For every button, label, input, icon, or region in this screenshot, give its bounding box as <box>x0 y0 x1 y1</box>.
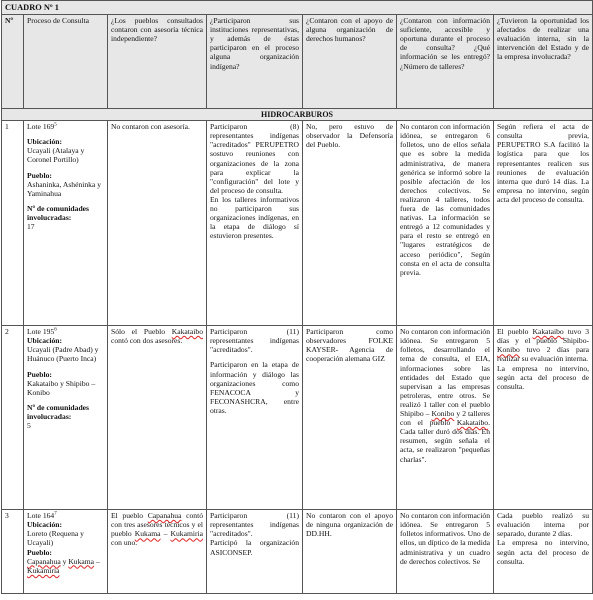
instituciones-text: Participaron (11) representantes indígenas "acreditados". <box>210 327 299 355</box>
evaluacion-text: Cada pueblo realizó su evaluación interna por separado, durante 2 días. <box>497 511 590 539</box>
asesoria-text: Kakataibo <box>171 327 203 337</box>
informacion-cell <box>397 326 494 510</box>
informacion-cell: No contaron con información idónea, se entregaron 6 folletos, uno de ellos señala que es sobre la medida administrativa, de manera genérica se informó sobre la posible afectación de los derechos colectivos. Se realizaron 4 talleres, todos fuera de las comunidades nativas. La información se entregó a 12 comunidades y para el resto se entregó en "lugares estratégicos de acceso periódico", Según consta en el acta de consulta previa. <box>397 121 494 326</box>
informacion-text: . Cada taller duró dos días. En resumen, según señala el acta, se realizaron "pequeñas charlas". <box>400 418 490 464</box>
pueblo-label: Pueblo: <box>27 170 52 180</box>
header-evaluacion: ¿Tuvieron la oportunidad los afectados de realizar una evaluación interna, sin la intervención del Estado y de la empresa involucrada? <box>494 15 593 109</box>
evaluacion-cell <box>494 510 593 594</box>
comunidades-value: 17 <box>27 222 35 232</box>
table-title: CUADRO Nº 1 <box>2 1 593 15</box>
ubicacion-label: Ubicación: <box>27 336 63 346</box>
asesoria-cell <box>108 510 207 594</box>
pueblo-value: Capanahua <box>27 556 61 566</box>
lote-name: Lote 164 <box>27 511 55 521</box>
ubicacion-value: Ucayali (Padre Abad) y Huánuco (Puerto Inca) <box>27 345 99 364</box>
apoyo-cell: Participaron como observadores FOLKE KAYSER- Agencia de cooperación alemana GIZ <box>303 326 397 510</box>
header-asesoria: ¿Los pueblos consultados contaron con asesoría técnica independiente? <box>108 15 207 109</box>
instituciones-text: Participaron (8) representantes indígenas "acreditados" PERUPETRO sostuvo reuniones con organizaciones de la zona para explicar la "configuración" del lote y del proceso de consulta. <box>210 122 299 195</box>
table-row <box>2 326 593 510</box>
comunidades-label: Nº de comunidades involucradas: <box>27 402 89 421</box>
evaluacion-text: tuvo 2 días para realizar su evaluación interna. <box>497 345 590 364</box>
asesoria-cell <box>108 326 207 510</box>
evaluacion-cell <box>494 326 593 510</box>
evaluacion-text: La empresa no intervino, según acta del proceso de consulta. <box>497 538 590 566</box>
instituciones-text: Participaron (11) representantes indígenas "acreditados". <box>210 511 299 539</box>
evaluacion-text: tuvo 3 días y el pueblo Shipibo- <box>497 327 590 346</box>
apoyo-cell: No contaron con el apoyo de ninguna organización de DD.HH. <box>303 510 397 594</box>
pueblo-value: y <box>60 556 69 566</box>
informacion-text: Kakataibo <box>456 418 489 428</box>
ubicacion-label: Ubicación: <box>27 137 63 147</box>
table-row <box>2 121 593 326</box>
instituciones-cell <box>207 326 303 510</box>
comunidades-value: 5 <box>27 421 31 431</box>
row-number: 2 <box>2 326 24 510</box>
pueblo-value: Kukama <box>68 556 95 566</box>
proceso-cell <box>24 326 108 510</box>
footnote-ref: 5 <box>54 122 57 128</box>
header-no: Nº <box>2 15 24 109</box>
asesoria-text: Capanahua <box>147 511 182 521</box>
footnote-ref: 7 <box>54 511 57 517</box>
asesoria-text: con uno. <box>111 538 138 548</box>
asesoria-text: contó con tres asesores técnicos y el pueblo <box>111 511 203 539</box>
asesoria-text: Kukamiria <box>170 529 203 539</box>
asesoria-text: contó con dos asesores. <box>111 336 183 346</box>
ubicacion-label: Ubicación: <box>27 520 63 530</box>
instituciones-text: Participó la organización ASICONSEP. <box>210 538 299 557</box>
ubicacion-value: Ucayali (Atalaya y Coronel Portillo) <box>27 146 85 165</box>
instituciones-cell <box>207 510 303 594</box>
instituciones-text: En los talleres informativos no participaron sus organizaciones indígenas, en la etapa de diálogo sí estuvieron presentes. <box>210 194 299 241</box>
pueblo-label: Pueblo: <box>27 547 52 557</box>
asesoria-text: El pueblo <box>111 511 148 521</box>
asesoria-text: Sólo el Pueblo <box>111 327 172 337</box>
pueblo-value: Ashaninka, Ashéninka y Yaminahua <box>27 179 102 198</box>
evaluacion-text: La empresa no intervino, según acta del proceso de consulta. <box>497 363 590 391</box>
asesoria-text: – <box>160 529 171 539</box>
header-proceso: Proceso de Consulta <box>24 15 108 109</box>
ubicacion-value: Loreto (Requena y Ucayali) <box>27 529 84 548</box>
evaluacion-cell: Según refiera el acta de consulta previa, PERUPETRO S.A facilitó la logística para que los representantes realicen sus reuniones de evaluación interna que duró 14 días. La empresa no intervino, según acta del proceso de consulta. <box>494 121 593 326</box>
header-apoyo: ¿Contaron con el apoyo de alguna organización de derechos humanos? <box>303 15 397 109</box>
lote-name: Lote 169 <box>27 122 55 132</box>
cuadro-table <box>1 0 593 594</box>
pueblo-label: Pueblo: <box>27 369 52 379</box>
header-instituciones: ¿Participaron sus instituciones representativas, y además de éstas participaron en el proceso alguna organización indígena? <box>207 15 303 109</box>
informacion-cell: No contaron con información idónea. Se entregaron 5 folletos informativos. Uno de ellos, un díptico de la medida administrativa y un cuadro de derechos colectivos. Se <box>397 510 494 594</box>
pueblo-value: Kakataibo y Shipibo – Konibo <box>27 378 96 397</box>
header-informacion: ¿Contaron con información suficiente, accesible y oportuna durante el proceso de consulta? ¿Qué información se les entregó? ¿Número de talleres? <box>397 15 494 109</box>
evaluacion-text: Konibo <box>497 345 520 355</box>
evaluacion-text: Kakataibo <box>532 327 564 337</box>
section-hidrocarburos: HIDROCARBUROS <box>2 109 593 121</box>
asesoria-cell: No contaron con asesoría. <box>108 121 207 326</box>
pueblo-value: – <box>94 556 100 566</box>
comunidades-label: Nº de comunidades involucradas: <box>27 203 89 222</box>
footnote-ref: 6 <box>54 327 57 333</box>
proceso-cell <box>24 121 108 326</box>
evaluacion-text: El pueblo <box>497 327 533 337</box>
instituciones-text: Participaron en la etapa de información y diálogo las organizaciones como FENACOCA y FECONASHCRA, entre otras. <box>210 360 299 415</box>
row-number: 3 <box>2 510 24 594</box>
lote-name: Lote 195 <box>27 327 55 337</box>
informacion-text: Konibo <box>431 409 455 419</box>
proceso-cell <box>24 510 108 594</box>
asesoria-text: Kukama <box>134 529 161 539</box>
informacion-text: y 2 talleres con el pueblo <box>400 409 490 428</box>
table-row <box>2 510 593 594</box>
row-number: 1 <box>2 121 24 326</box>
apoyo-cell: No, pero estuvo de observador la Defensoría del Pueblo. <box>303 121 397 326</box>
pueblo-value: Kukamiria <box>27 565 60 575</box>
informacion-text: No contaron con información idónea. Se entregaron 5 folletos, desarrollando el tema de consulta, el EIA, informaciones sobre las entidades del Estado que supervisan a las empresas petroleras, entre otros. Se realizó 1 taller con el pueblo Shipibo – <box>400 327 490 419</box>
instituciones-cell <box>207 121 303 326</box>
